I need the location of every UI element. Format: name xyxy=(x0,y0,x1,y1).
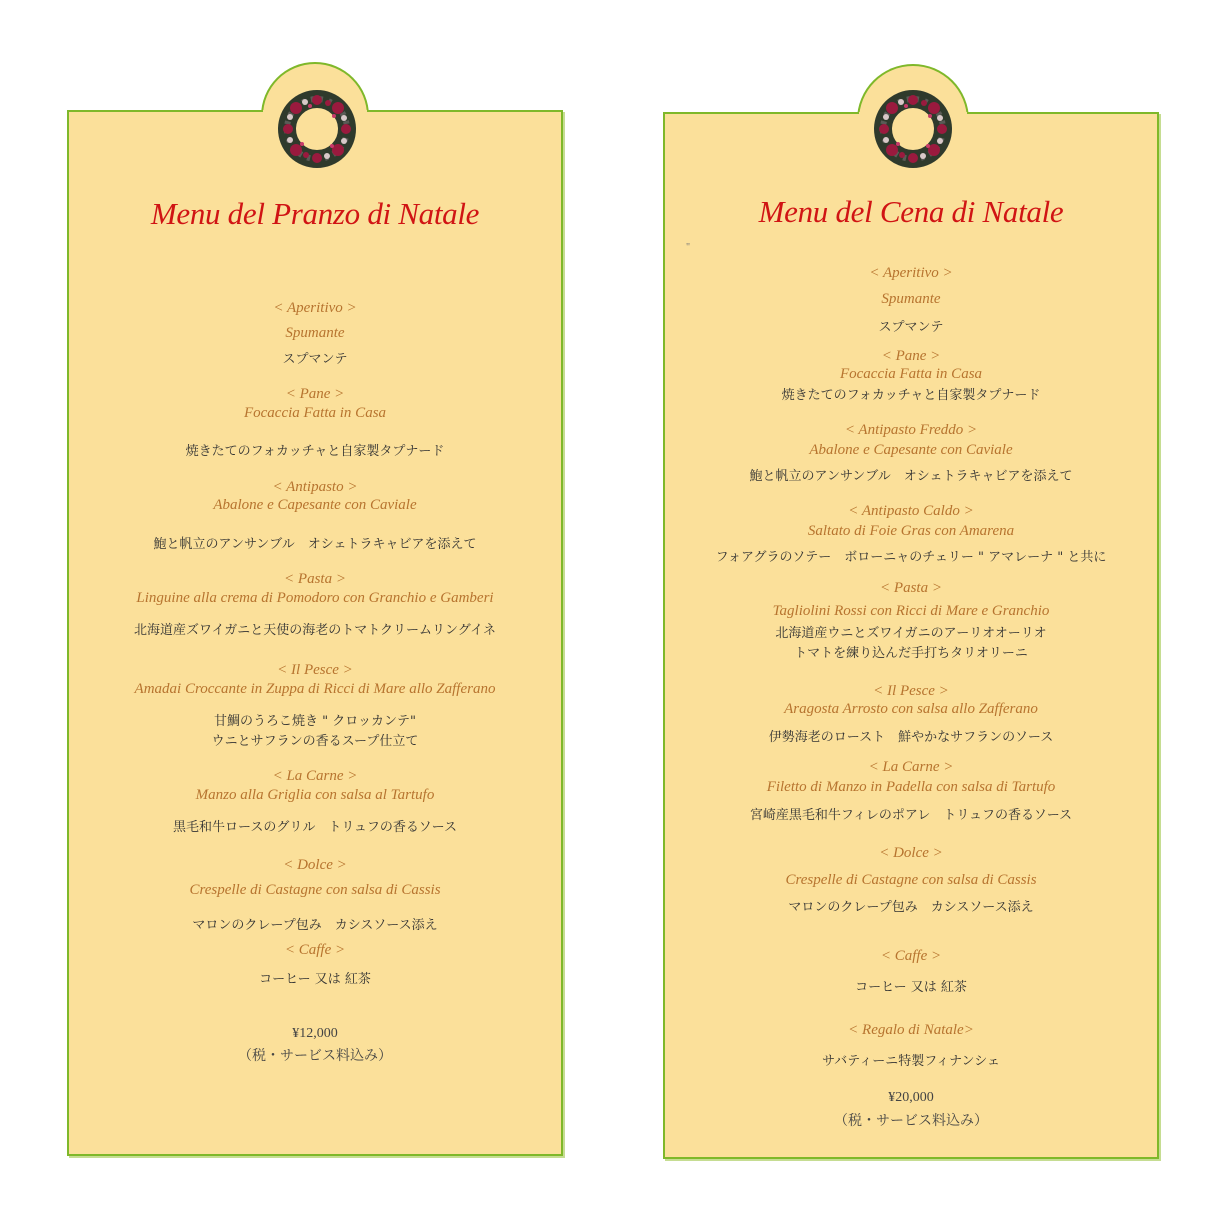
lunch-dish-italian: Manzo alla Griglia con salsa al Tartufo xyxy=(195,787,435,803)
dinner-dish-japanese: 北海道産ウニとズワイガニのアーリオオーリオ xyxy=(775,626,1047,641)
lunch-dish-japanese: 焼きたてのフォカッチャと自家製タプナード xyxy=(185,444,445,459)
lunch-dish-japanese: スプマンテ xyxy=(282,352,348,367)
lunch-price-line: （税・サービス料込み） xyxy=(238,1049,392,1064)
lunch-dish-japanese: マロンのクレープ包み カシスソース添え xyxy=(192,918,438,933)
lunch-dish-italian: Abalone e Capesante con Caviale xyxy=(213,497,417,513)
dinner-dish-japanese: 焼きたてのフォカッチャと自家製タプナード xyxy=(781,388,1041,403)
lunch-dish-italian: Linguine alla crema di Pomodoro con Granchio e Gamberi xyxy=(136,590,494,606)
lunch-dish-japanese: コーヒー 又は 紅茶 xyxy=(259,972,371,987)
lunch-dish-italian: Focaccia Fatta in Casa xyxy=(243,405,387,421)
dinner-dish-japanese: トマトを練り込んだ手打ちタリオリーニ xyxy=(794,646,1028,661)
dinner-dish-italian: Filetto di Manzo in Padella con salsa di Tartufo xyxy=(766,779,1056,795)
lunch-course-heading: < Pasta > xyxy=(284,571,346,587)
dinner-course-heading: < Antipasto Caldo > xyxy=(848,503,974,519)
dinner-course-heading: < Pane > xyxy=(881,348,941,364)
dinner-price-line: ¥20,000 xyxy=(888,1090,934,1105)
dinner-dish-italian: Aragosta Arrosto con salsa allo Zafferano xyxy=(784,701,1038,717)
dinner-dish-japanese: 宮崎産黒毛和牛フィレのポアレ トリュフの香るソース xyxy=(749,808,1073,823)
lunch-dish-japanese: 北海道産ズワイガニと天使の海老のトマトクリームリングイネ xyxy=(134,623,496,638)
dinner-course-heading: < Caffe > xyxy=(880,948,942,964)
lunch-dish-japanese: ウニとサフランの香るスープ仕立て xyxy=(211,734,419,749)
lunch-dish-japanese: 黒毛和牛ロースのグリル トリュフの香るソース xyxy=(172,820,458,835)
dinner-price-line: （税・サービス料込み） xyxy=(834,1114,988,1129)
lunch-course-heading: < Pane > xyxy=(285,386,345,402)
dinner-dish-italian: Spumante xyxy=(881,291,941,307)
lunch-course-heading: < Aperitivo > xyxy=(273,300,357,316)
dinner-course-heading: < Antipasto Freddo > xyxy=(844,422,978,438)
dinner-dish-italian: Abalone e Capesante con Caviale xyxy=(809,442,1013,458)
lunch-dish-italian: Amadai Croccante in Zuppa di Ricci di Mare allo Zafferano xyxy=(134,681,496,697)
dinner-dish-japanese: コーヒー 又は 紅茶 xyxy=(855,980,967,995)
dinner-dish-japanese: サバティーニ特製フィナンシェ xyxy=(822,1054,1000,1069)
lunch-dish-italian: Spumante xyxy=(285,325,345,341)
dinner-dish-italian: Saltato di Foie Gras con Amarena xyxy=(807,523,1015,539)
stray-quote-mark: " xyxy=(686,242,691,253)
lunch-menu-title: Menu del Pranzo di Natale xyxy=(150,196,480,231)
dinner-menu-title: Menu del Cena di Natale xyxy=(758,194,1064,229)
dinner-course-heading: < Il Pesce > xyxy=(873,683,949,699)
lunch-dish-japanese: 甘鯛のうろこ焼き " クロッカンテ" xyxy=(214,714,416,729)
lunch-course-heading: < Dolce > xyxy=(283,857,347,873)
dinner-dish-japanese: スプマンテ xyxy=(878,320,944,335)
dinner-course-heading: < Pasta > xyxy=(880,580,942,596)
dinner-dish-japanese: 鮑と帆立のアンサンブル オシェトラキャビアを添えて xyxy=(749,469,1073,484)
dinner-course-heading: < La Carne > xyxy=(868,759,954,775)
dinner-dish-japanese: 伊勢海老のロースト 鮮やかなサフランのソース xyxy=(768,730,1054,745)
dinner-dish-italian: Focaccia Fatta in Casa xyxy=(839,366,983,382)
dinner-dish-italian: Crespelle di Castagne con salsa di Cassis xyxy=(785,872,1037,888)
dinner-course-heading: < Dolce > xyxy=(879,845,943,861)
dinner-course-heading: < Aperitivo > xyxy=(869,265,953,281)
dinner-course-heading: < Regalo di Natale> xyxy=(848,1022,974,1038)
lunch-course-heading: < La Carne > xyxy=(272,768,358,784)
dinner-dish-japanese: フォアグラのソテー ボローニャのチェリー " アマレーナ " と共に xyxy=(715,550,1107,565)
lunch-dish-japanese: 鮑と帆立のアンサンブル オシェトラキャビアを添えて xyxy=(153,537,477,552)
lunch-dish-italian: Crespelle di Castagne con salsa di Cassis xyxy=(189,882,441,898)
lunch-price-line: ¥12,000 xyxy=(292,1026,338,1041)
dinner-dish-italian: Tagliolini Rossi con Ricci di Mare e Granchio xyxy=(772,603,1050,619)
lunch-course-heading: < Antipasto > xyxy=(272,479,358,495)
lunch-course-heading: < Il Pesce > xyxy=(277,662,353,678)
dinner-dish-japanese: マロンのクレープ包み カシスソース添え xyxy=(788,900,1034,915)
lunch-course-heading: < Caffe > xyxy=(284,942,346,958)
